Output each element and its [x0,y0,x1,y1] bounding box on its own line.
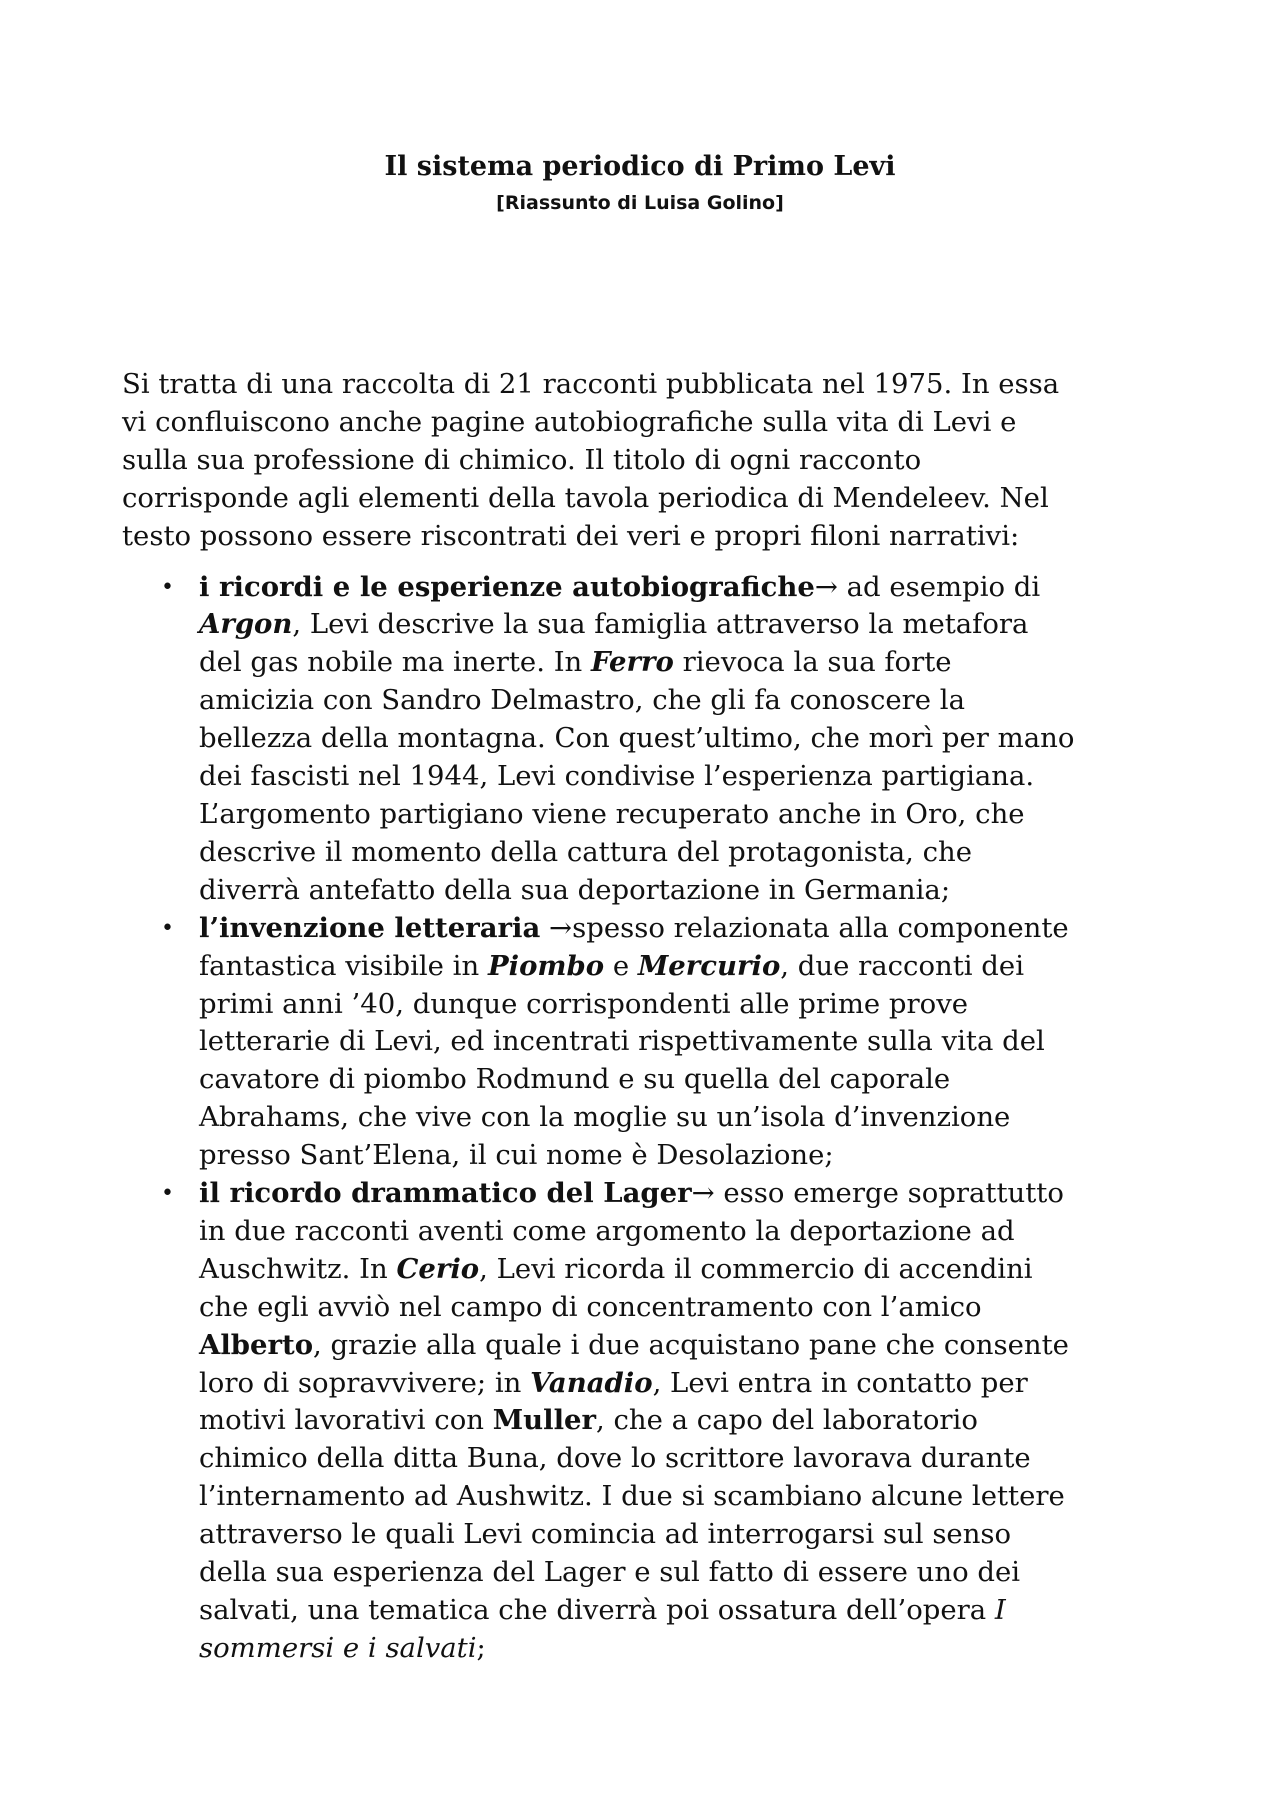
text-line [199,1327,1172,1365]
element-title: Cerio [396,1252,480,1285]
text-line: l’internamento ad Aushwitz. I due si scambiano alcune lettere [199,1480,1065,1513]
text-line [199,1175,1172,1213]
person-name: Muller [492,1404,597,1437]
text-fragment: , Levi descrive la sua famiglia attraverso la metafora [292,608,1029,641]
narrative-threads-list [122,569,1172,1668]
bullet-icon: • [161,915,174,941]
text-line: bellezza della montagna. Con quest’ultimo, che morì per mano [199,722,1075,755]
text-fragment: ad esempio di [837,570,1041,603]
document-subtitle: [Riassunto di Luisa Golino] [496,192,784,214]
text-line: descrive il momento della cattura del protagonista, che [199,835,973,868]
text-line: presso Sant’Elena, il cui nome è Desolazione; [199,1139,834,1172]
text-fragment: ; [476,1631,486,1664]
text-fragment: , due racconti dei [780,949,1024,982]
element-title: Vanadio [530,1366,653,1399]
bullet-icon: • [161,1181,174,1207]
text-line: L’argomento partigiano viene recuperato anche in Oro, che [199,797,1025,830]
bullet-icon: • [161,574,174,600]
thread-heading: i ricordi e le esperienze autobiografiche [199,570,815,603]
intro-line: vi confluiscono anche pagine autobiografiche sulla vita di Levi e [122,405,1017,438]
text-line: chimico della ditta Buna, dove lo scrittore lavorava durante [199,1442,1031,1475]
text-line [199,606,1172,644]
text-fragment: motivi lavorativi con [199,1404,493,1437]
list-item-literary-invention [122,910,1172,1175]
text-fragment: , Levi entra in contatto per [652,1366,1028,1399]
text-line [199,948,1172,986]
element-title: Argon [199,608,293,641]
arrow-icon: → [540,911,573,944]
text-line: diverrà antefatto della sua deportazione in Germania; [199,873,951,906]
intro-line: testo possono essere riscontrati dei veri e propri filoni narrativi: [122,519,1020,552]
thread-heading: l’invenzione letteraria [199,911,541,944]
text-fragment: rievoca la sua forte [673,646,952,679]
text-line: in due racconti aventi come argomento la deportazione ad [199,1214,1015,1247]
text-line [199,569,1172,607]
text-fragment: salvati, una tematica che diverrà poi ossatura dell’opera [199,1594,995,1626]
intro-line: sulla sua professione di chimico. Il titolo di ogni racconto [122,443,922,476]
text-fragment: del gas nobile ma inerte. In [199,646,592,679]
text-line [199,1402,1172,1440]
text-line: letterarie di Levi, ed incentrati rispettivamente sulla vita del [199,1025,1045,1058]
text-fragment: , che a capo del laboratorio [596,1404,978,1437]
text-line [199,910,1172,948]
text-fragment: e [604,949,638,982]
text-line: attraverso le quali Levi comincia ad interrogarsi sul senso [199,1518,1012,1551]
document-title: Il sistema periodico di Primo Levi [384,151,896,182]
text-line: della sua esperienza del Lager e sul fatto di essere uno dei [199,1556,1021,1589]
list-item-autobiographical [122,569,1172,910]
book-title: sommersi e i salvati [199,1631,477,1664]
element-title: Ferro [591,646,674,679]
book-title: I [994,1594,1006,1626]
text-fragment: loro di sopravvivere; in [199,1366,531,1399]
element-title: Piombo [487,949,605,982]
text-line [199,1365,1172,1403]
thread-heading: il ricordo drammatico del Lager [199,1177,692,1210]
text-fragment: spesso relazionata alla componente [572,911,1069,944]
intro-line: Si tratta di una raccolta di 21 racconti pubblicata nel 1975. In essa [122,368,1060,400]
text-fragment: esso emerge soprattutto [714,1177,1064,1210]
text-fragment: Auschwitz. In [199,1252,397,1285]
list-item-lager-memory [122,1175,1172,1668]
text-fragment: fantastica visibile in [199,949,488,982]
intro-paragraph [122,366,1172,556]
person-name: Alberto [199,1328,314,1361]
element-title: Mercurio [637,949,781,982]
text-line: Abrahams, che vive con la moglie su un’isola d’invenzione [199,1101,1011,1134]
intro-line: corrisponde agli elementi della tavola periodica di Mendeleev. Nel [122,481,1049,514]
text-line: dei fascisti nel 1944, Levi condivise l’esperienza partigiana. [199,760,1035,793]
text-line [199,1592,1172,1630]
text-line [199,1630,1172,1668]
text-fragment: , Levi ricorda il commercio di accendini [479,1252,1033,1285]
arrow-icon: → [691,1177,715,1210]
arrow-icon: → [814,570,838,603]
text-line [199,1251,1172,1289]
text-line: cavatore di piombo Rodmund e su quella del caporale [199,1063,951,1096]
document-body [122,366,1172,1668]
text-line: amicizia con Sandro Delmastro, che gli fa conoscere la [199,684,965,717]
text-line: che egli avviò nel campo di concentramento con l’amico [199,1290,982,1323]
text-line [199,644,1172,682]
text-line: primi anni ’40, dunque corrispondenti alle prime prove [199,987,969,1020]
text-fragment: , grazie alla quale i due acquistano pane che consente [313,1328,1069,1361]
